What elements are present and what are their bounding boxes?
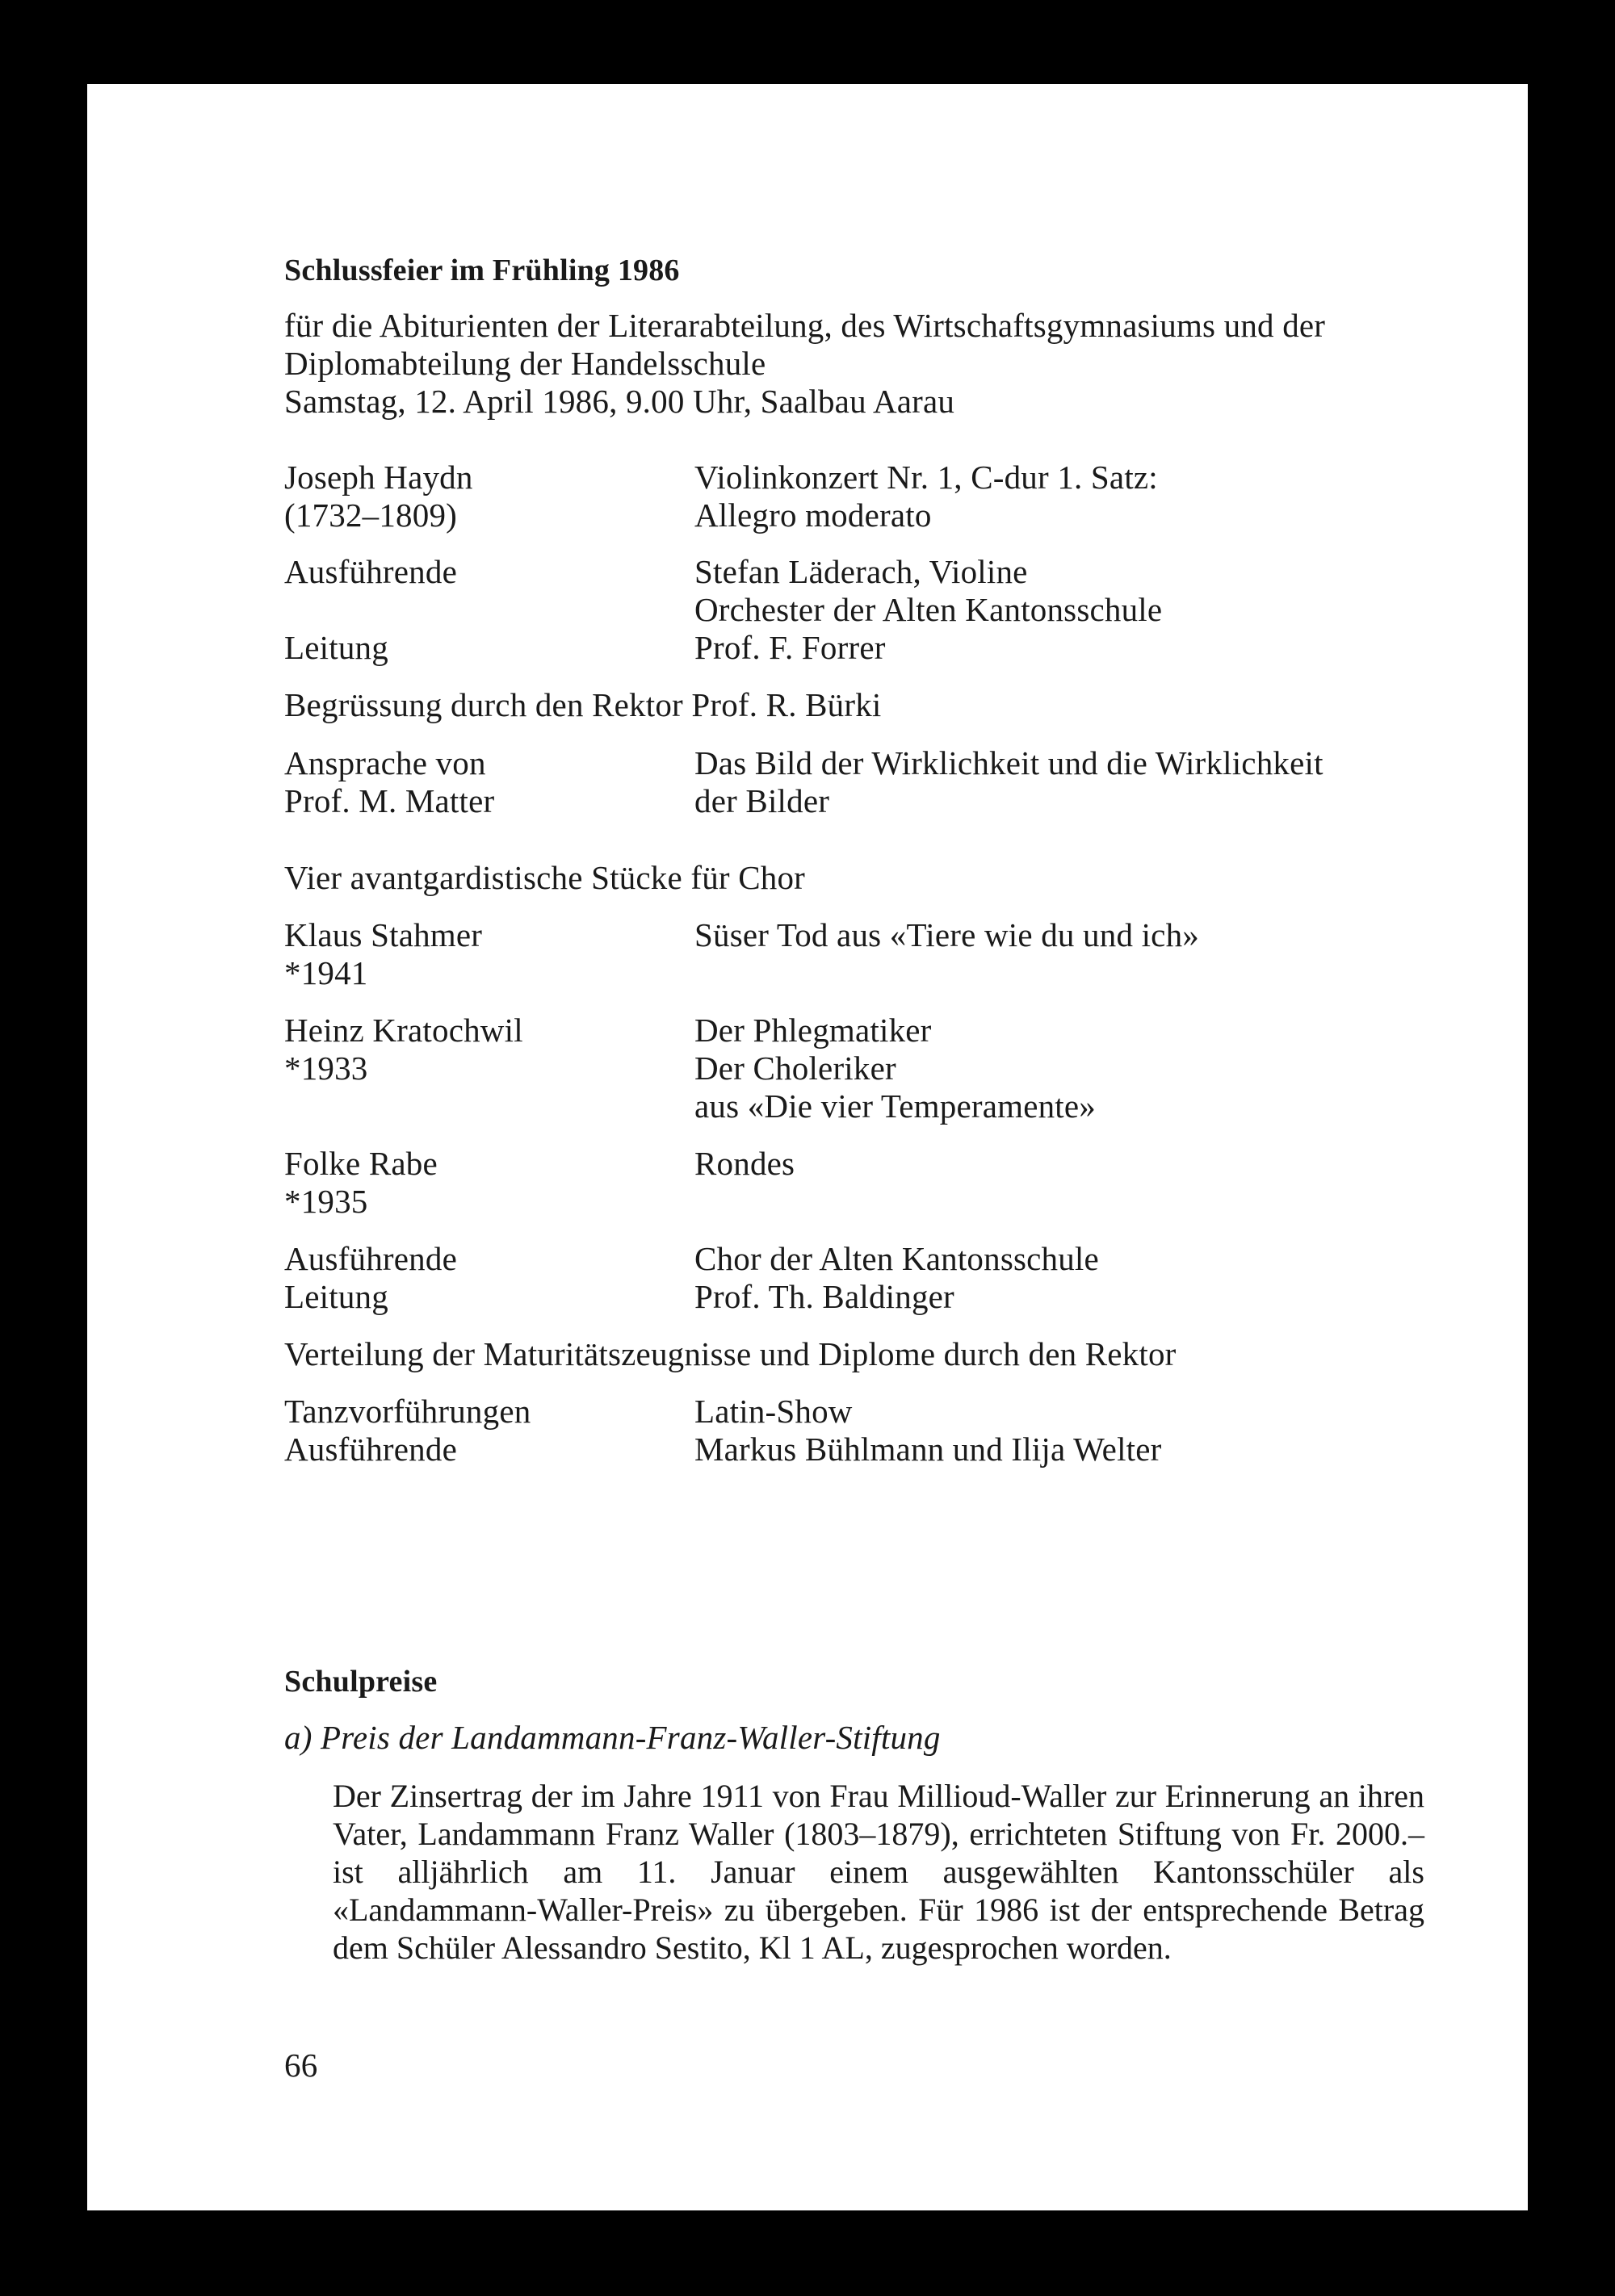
- program-right: Prof. Th. Baldinger: [694, 1278, 954, 1315]
- program-right: Chor der Alten Kantonsschule: [694, 1240, 1099, 1277]
- section-heading: Schulpreise: [284, 1665, 438, 1699]
- program-left: Tanzvorführungen: [284, 1393, 531, 1430]
- program-right: Das Bild der Wirklichkeit und die Wirklichkeit: [694, 744, 1323, 781]
- program-right: Süser Tod aus «Tiere wie du und ich»: [694, 916, 1199, 953]
- program-left: Leitung: [284, 1278, 388, 1315]
- program-right: Stefan Läderach, Violine: [694, 553, 1028, 590]
- program-right: Der Phlegmatiker: [694, 1012, 932, 1049]
- program-right: Latin-Show: [694, 1393, 853, 1430]
- program-right: Orchester der Alten Kantonsschule: [694, 591, 1163, 628]
- program-right: Violinkonzert Nr. 1, C-dur 1. Satz:: [694, 459, 1158, 496]
- program-left: *1941: [284, 954, 368, 991]
- program-full-line: Verteilung der Maturitätszeugnisse und Diplome durch den Rektor: [284, 1335, 1177, 1372]
- program-left: (1732–1809): [284, 496, 458, 534]
- program-right: Allegro moderato: [694, 496, 932, 534]
- program-full-line: Vier avantgardistische Stücke für Chor: [284, 859, 806, 896]
- program-left: Folke Rabe: [284, 1145, 438, 1182]
- program-left: Heinz Kratochwil: [284, 1012, 523, 1049]
- program-left: Ausführende: [284, 1431, 457, 1468]
- program-left: *1933: [284, 1050, 368, 1087]
- program-right: aus «Die vier Temperamente»: [694, 1087, 1096, 1125]
- program-right: Der Choleriker: [694, 1050, 896, 1087]
- program-left: *1935: [284, 1183, 368, 1220]
- intro-line: Diplomabteilung der Handelsschule: [284, 345, 766, 382]
- program-left: Ausführende: [284, 1240, 457, 1277]
- program-right: Rondes: [694, 1145, 795, 1182]
- program-left: Joseph Haydn: [284, 459, 473, 496]
- section-heading: Schlussfeier im Frühling 1986: [284, 253, 680, 287]
- program-full-line: Begrüssung durch den Rektor Prof. R. Bürki: [284, 686, 882, 723]
- program-left: Klaus Stahmer: [284, 916, 483, 953]
- program-right: Prof. F. Forrer: [694, 629, 886, 666]
- intro-line: für die Abiturienten der Literarabteilung, des Wirtschaftsgymnasiums und der: [284, 307, 1326, 344]
- program-left: Ausführende: [284, 553, 457, 590]
- page-number: 66: [284, 2047, 318, 2084]
- program-left: Leitung: [284, 629, 388, 666]
- program-right: Markus Bühlmann und Ilija Welter: [694, 1431, 1162, 1468]
- program-left: Ansprache von: [284, 744, 486, 781]
- subheading: a) Preis der Landammann-Franz-Waller-Stiftung: [284, 1719, 941, 1756]
- intro-line: Samstag, 12. April 1986, 9.00 Uhr, Saalbau Aarau: [284, 383, 955, 420]
- program-right: der Bilder: [694, 782, 830, 819]
- program-left: Prof. M. Matter: [284, 782, 495, 819]
- prize-paragraph: Der Zinsertrag der im Jahre 1911 von Frau Millioud-Waller zur Erinnerung an ihren Vater, Landammann Franz Waller (1803–1879), errichteten Stiftung von Fr. 2000.– ist alljährlich am 11. Januar einem ausgewählten Kantonsschüler als «Landammann-Waller-Preis» zu übergeben. Für 1986 ist der entsprechende Betrag dem Schüler Alessandro Sestito, Kl 1 AL, zugesprochen worden.: [333, 1778, 1424, 1966]
